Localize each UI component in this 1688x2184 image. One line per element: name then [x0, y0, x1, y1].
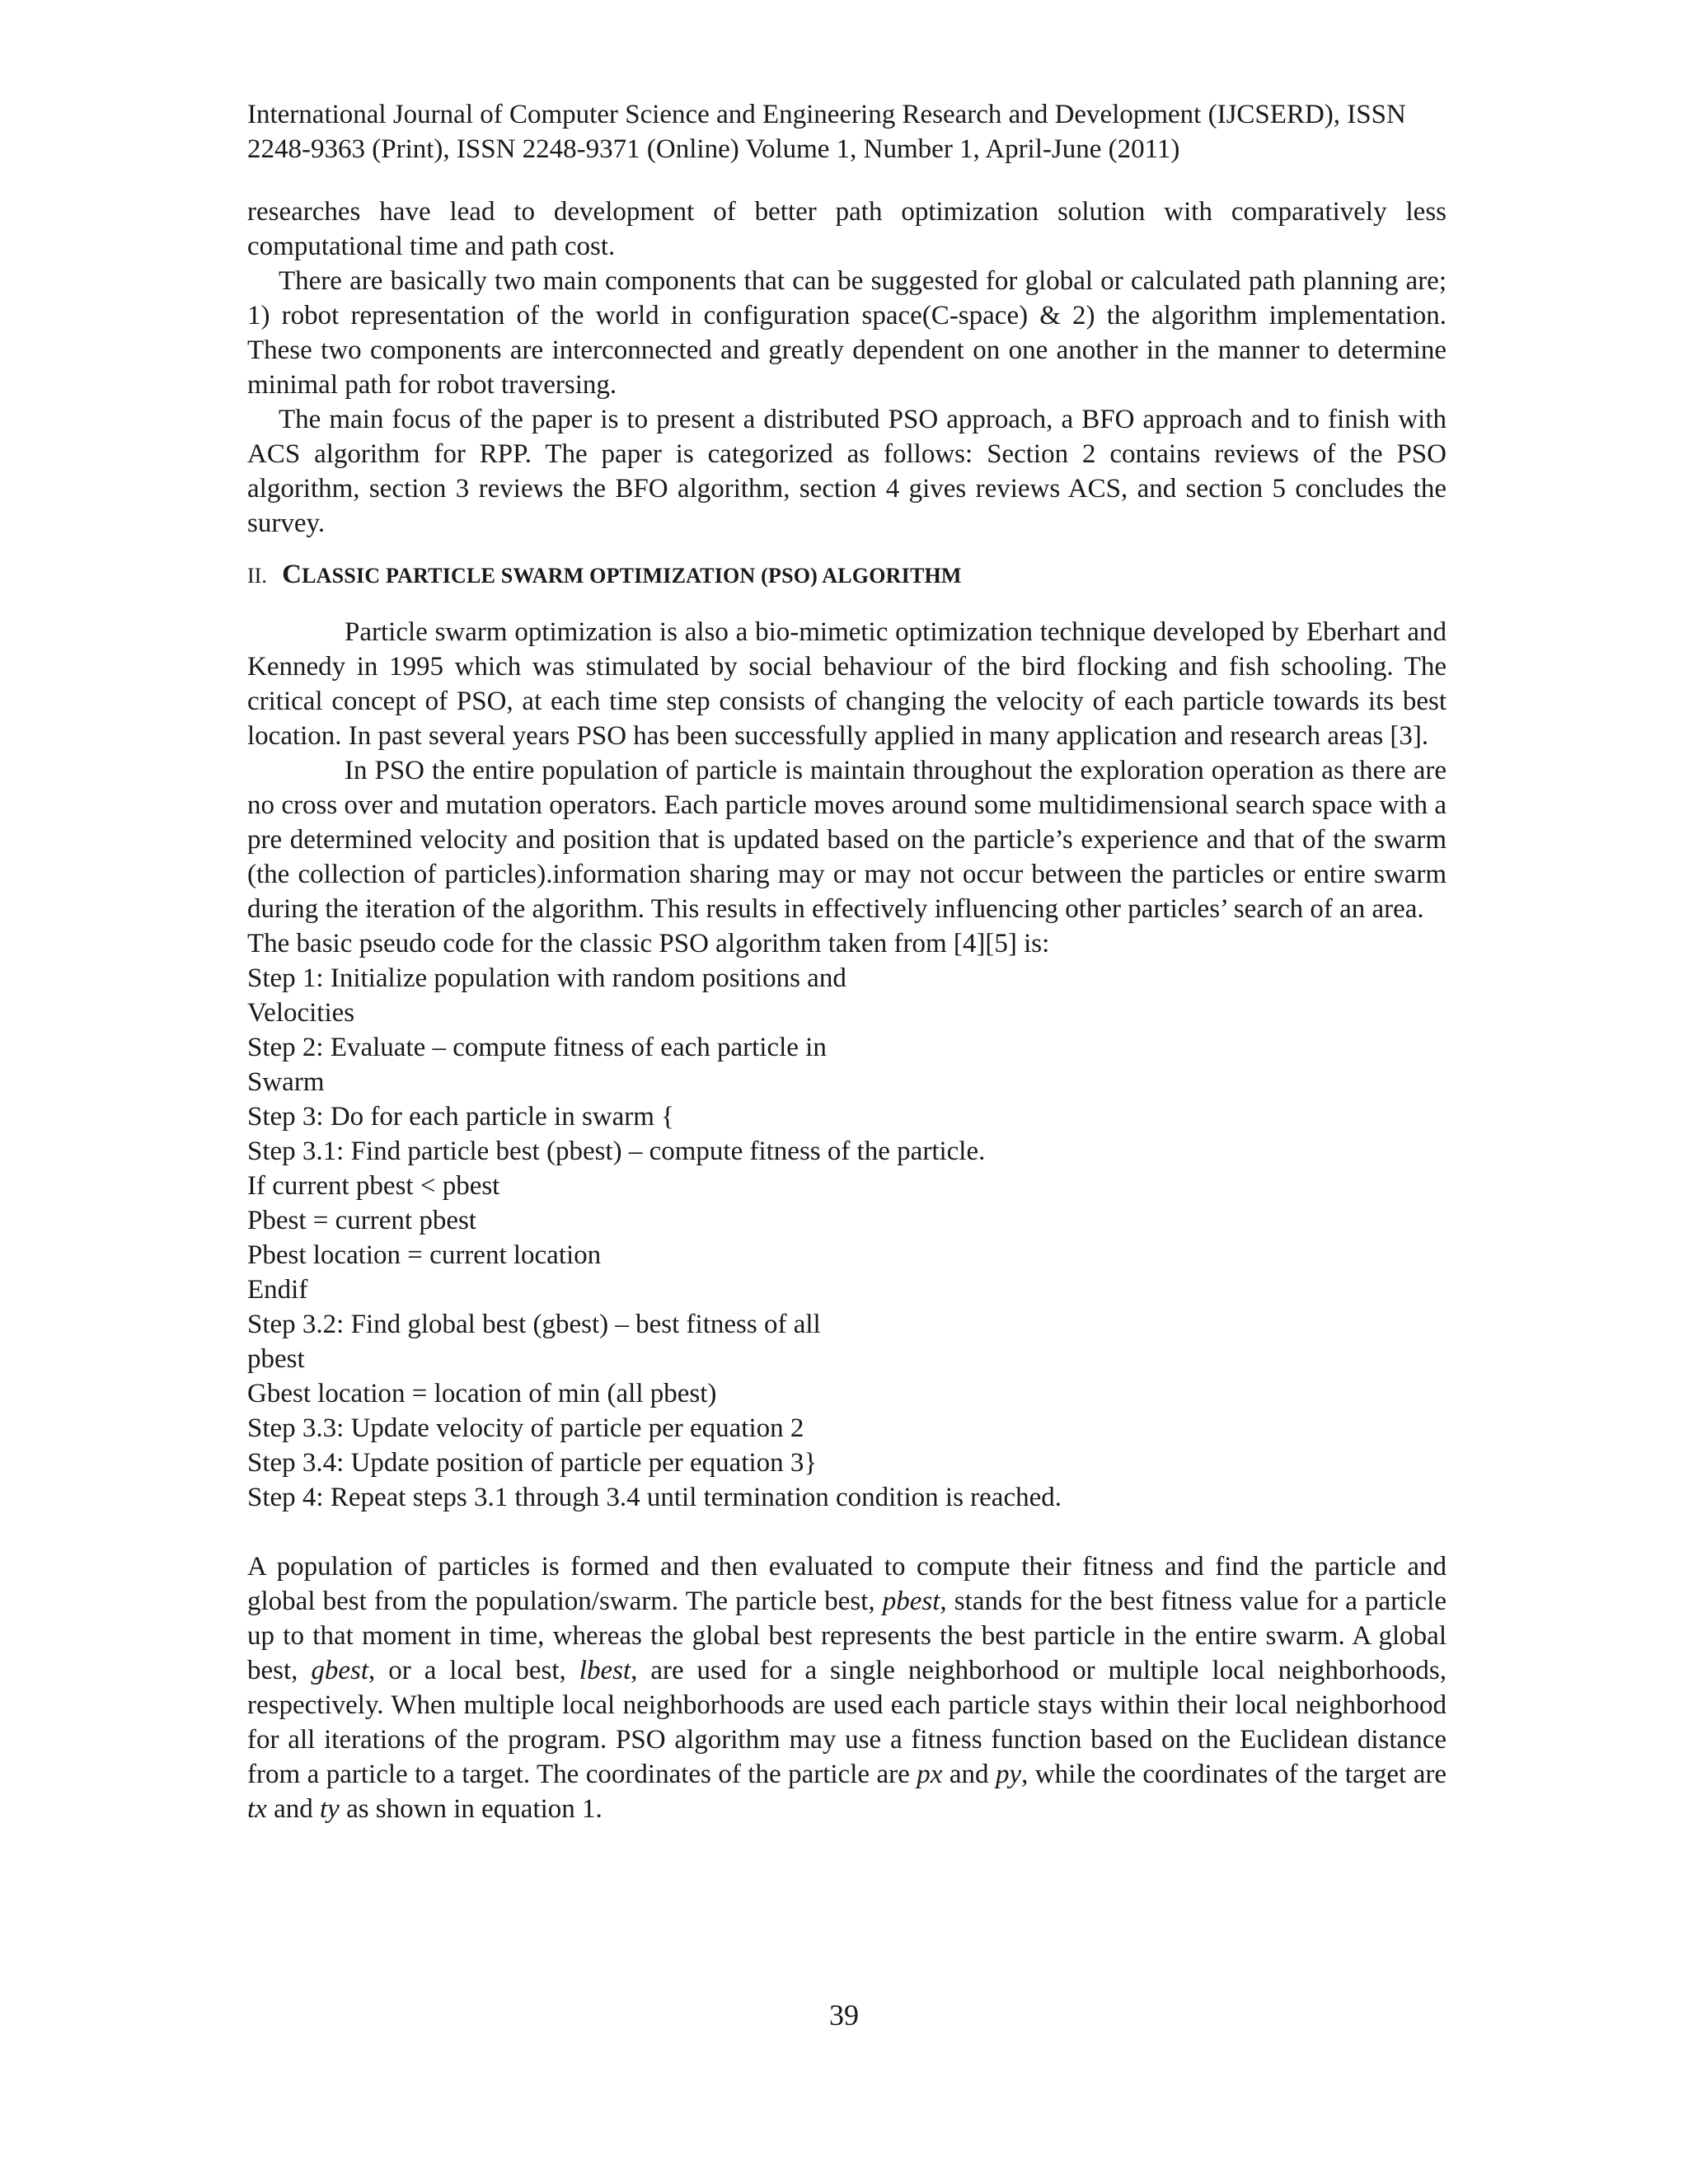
- pseudo-code-line: Step 4: Repeat steps 3.1 through 3.4 until termination condition is reached.: [247, 1483, 1062, 1512]
- pso-section: [247, 615, 1447, 1515]
- pseudo-code-line: Pbest location = current location: [247, 1240, 602, 1270]
- term-lbest: lbest: [579, 1656, 631, 1685]
- pseudo-code-line: Velocities: [247, 998, 355, 1028]
- pseudo-code-line: pbest: [247, 1344, 305, 1374]
- journal-header: [247, 97, 1447, 166]
- term-pbest: pbest: [882, 1586, 940, 1616]
- pseudo-code-line: If current pbest < pbest: [247, 1171, 500, 1201]
- section-title: CLASSIC PARTICLE SWARM OPTIMIZATION (PSO) ALGORITHM: [282, 560, 962, 589]
- journal-header-line-2: 2248-9363 (Print), ISSN 2248-9371 (Online) Volume 1, Number 1, April-June (2011): [247, 134, 1180, 164]
- pseudo-code: [247, 961, 1447, 1515]
- pseudo-code-intro: The basic pseudo code for the classic PSO algorithm taken from [4][5] is:: [247, 929, 1050, 958]
- term-tx: tx: [247, 1794, 267, 1824]
- intro-paragraph-1: researches have lead to development of better path optimization solution with comparatively less computational time and path cost.: [247, 197, 1447, 261]
- closing-paragraph: A population of particles is formed and then evaluated to compute their fitness and find the particle and global best from the population/swarm. The particle best, pbest, stands for the best fitness value for a particle up to that moment in time, whereas the global best represents the best particle in the entire swarm. A global best, gbest, or a local best, lbest, are used for a single neighborhood or multiple local neighborhoods, respectively. When multiple local neighborhoods are used each particle stays within their local neighborhood for all iterations of the program. PSO algorithm may use a fitness function based on the Euclidean distance from a particle to a target. The coordinates of the particle are px and py, while the coordinates of the target are tx and ty as shown in equation 1.: [247, 1552, 1447, 1824]
- pseudo-code-line: Step 3.2: Find global best (gbest) – best fitness of all: [247, 1310, 821, 1339]
- intro-section: [247, 194, 1447, 541]
- pso-paragraph-2: In PSO the entire population of particle is maintain throughout the exploration operation as there are no cross over and mutation operators. Each particle moves around some multidimensional search space with a pre determined velocity and position that is updated based on the particle’s experience and that of the swarm (the collection of particles).information sharing may or may not occur between the particles or entire swarm during the iteration of the algorithm. This results in effectively influencing other particles’ search of an area.: [247, 756, 1447, 924]
- pso-paragraph-1: Particle swarm optimization is also a bio-mimetic optimization technique developed by Eberhart and Kennedy in 1995 which was stimulated by social behaviour of the bird flocking and fish schooling. The critical concept of PSO, at each time step consists of changing the velocity of each particle towards its best location. In past several years PSO has been successfully applied in many application and research areas [3].: [247, 617, 1447, 751]
- pseudo-code-line: Step 3.1: Find particle best (pbest) – compute fitness of the particle.: [247, 1137, 986, 1166]
- section-heading: [247, 557, 1447, 593]
- term-py: py: [995, 1760, 1022, 1789]
- term-ty: ty: [319, 1794, 340, 1824]
- page-content: [247, 97, 1447, 1826]
- pseudo-code-line: Endif: [247, 1275, 308, 1305]
- journal-header-line-1: International Journal of Computer Science and Engineering Research and Development (IJCSERD), ISSN: [247, 100, 1406, 129]
- pseudo-code-line: Step 1: Initialize population with random positions and: [247, 963, 846, 993]
- intro-paragraph-2: There are basically two main components that can be suggested for global or calculated path planning are; 1) robot representation of the world in configuration space(C-space) & 2) the algorithm implementation. These two components are interconnected and greatly dependent on one another in the manner to determine minimal path for robot traversing.: [247, 266, 1447, 400]
- section-number: II.: [247, 564, 267, 588]
- pseudo-code-line: Swarm: [247, 1067, 325, 1097]
- term-px: px: [917, 1760, 943, 1789]
- pseudo-code-line: Step 3.4: Update position of particle per equation 3}: [247, 1448, 818, 1478]
- pseudo-code-line: Gbest location = location of min (all pbest): [247, 1379, 717, 1408]
- page-number: 39: [829, 1999, 859, 2032]
- term-gbest: gbest: [311, 1656, 369, 1685]
- pseudo-code-line: Step 3.3: Update velocity of particle per equation 2: [247, 1413, 804, 1443]
- intro-paragraph-3: The main focus of the paper is to present a distributed PSO approach, a BFO approach and to finish with ACS algorithm for RPP. The paper is categorized as follows: Section 2 contains reviews of the PSO algorithm, section 3 reviews the BFO algorithm, section 4 gives reviews ACS, and section 5 concludes the survey.: [247, 405, 1447, 538]
- pseudo-code-line: Step 2: Evaluate – compute fitness of each particle in: [247, 1033, 827, 1062]
- pseudo-code-line: Step 3: Do for each particle in swarm {: [247, 1102, 675, 1132]
- pseudo-code-line: Pbest = current pbest: [247, 1206, 476, 1235]
